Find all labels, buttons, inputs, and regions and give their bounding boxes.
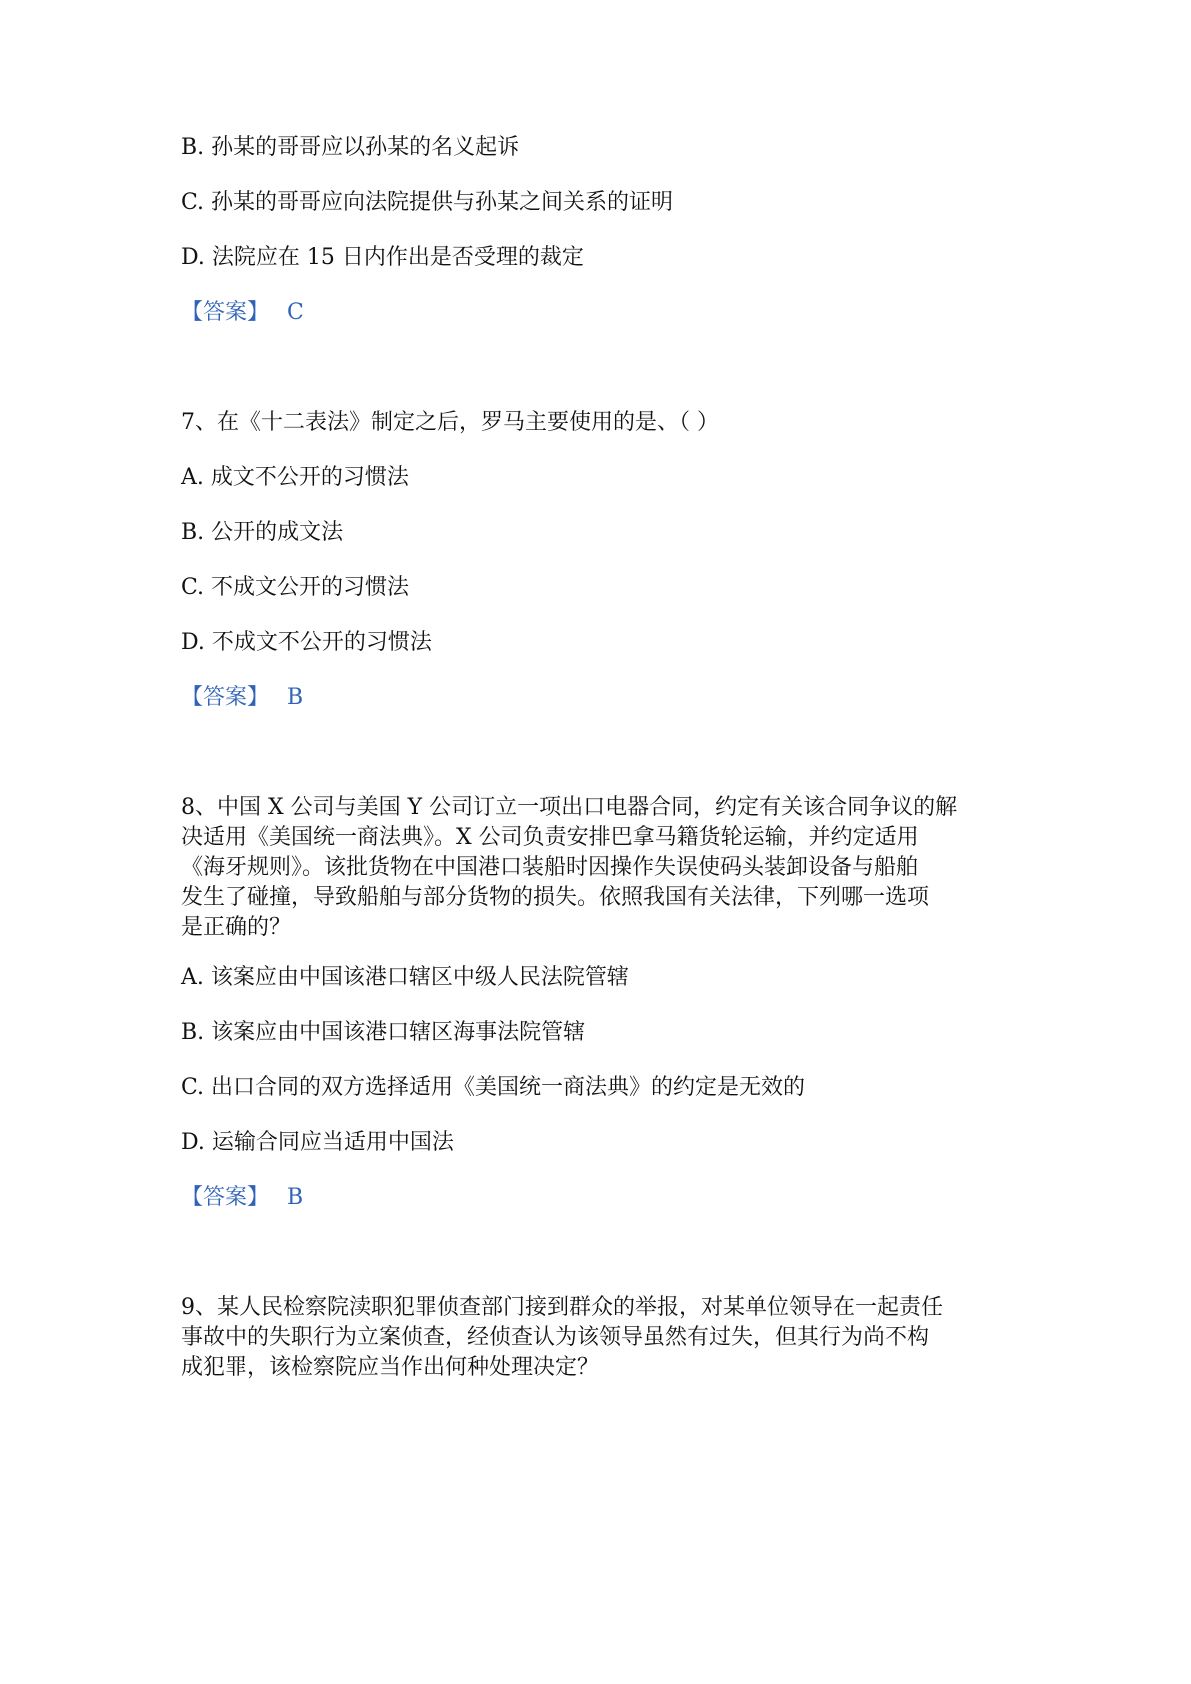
q8-stem-line: 《海牙规则》。该批货物在中国港口装船时因操作失误使码头装卸设备与船舶	[181, 855, 919, 880]
q8-option-d: D. 运输合同应当适用中国法	[181, 1130, 454, 1155]
q8-option-a: A. 该案应由中国该港口辖区中级人民法院管辖	[181, 965, 629, 990]
answer-value: B	[287, 685, 304, 710]
answer-value: C	[287, 300, 304, 325]
q8-answer	[181, 1183, 303, 1213]
answer-label: 【答案】	[181, 300, 270, 325]
q7-stem: 7、在《十二表法》制定之后，罗马主要使用的是、（ ）	[181, 410, 719, 435]
q6-option-b: B. 孙某的哥哥应以孙某的名义起诉	[181, 135, 520, 160]
answer-value: B	[287, 1185, 304, 1210]
q8-stem-line: 8、中国 X 公司与美国 Y 公司订立一项出口电器合同，约定有关该合同争议的解	[181, 795, 958, 820]
q8-stem-line: 决适用《美国统一商法典》。X 公司负责安排巴拿马籍货轮运输，并约定适用	[181, 825, 919, 850]
q6-option-d: D. 法院应在 15 日内作出是否受理的裁定	[181, 245, 584, 270]
q9-stem-line: 成犯罪，该检察院应当作出何种处理决定？	[181, 1355, 600, 1380]
q7-option-c: C. 不成文公开的习惯法	[181, 575, 410, 600]
q7-option-b: B. 公开的成文法	[181, 520, 344, 545]
q8-option-b: B. 该案应由中国该港口辖区海事法院管辖	[181, 1020, 586, 1045]
q8-stem-line: 发生了碰撞，导致船舶与部分货物的损失。依照我国有关法律，下列哪一选项	[181, 885, 930, 910]
q7-answer	[181, 683, 303, 713]
answer-label: 【答案】	[181, 1185, 270, 1210]
q9-stem	[181, 1293, 1021, 1383]
q8-stem-line: 是正确的？	[181, 915, 292, 940]
q8-stem	[181, 793, 1021, 943]
q6-answer	[181, 298, 304, 328]
q8-option-c: C. 出口合同的双方选择适用《美国统一商法典》的约定是无效的	[181, 1075, 806, 1100]
q7-option-a: A. 成文不公开的习惯法	[181, 465, 409, 490]
q7-option-d: D. 不成文不公开的习惯法	[181, 630, 432, 655]
answer-label: 【答案】	[181, 685, 270, 710]
q9-stem-line: 事故中的失职行为立案侦查，经侦查认为该领导虽然有过失，但其行为尚不构	[181, 1325, 930, 1350]
q6-option-c: C. 孙某的哥哥应向法院提供与孙某之间关系的证明	[181, 190, 674, 215]
q9-stem-line: 9、某人民检察院渎职犯罪侦查部门接到群众的举报，对某单位领导在一起责任	[181, 1295, 943, 1320]
